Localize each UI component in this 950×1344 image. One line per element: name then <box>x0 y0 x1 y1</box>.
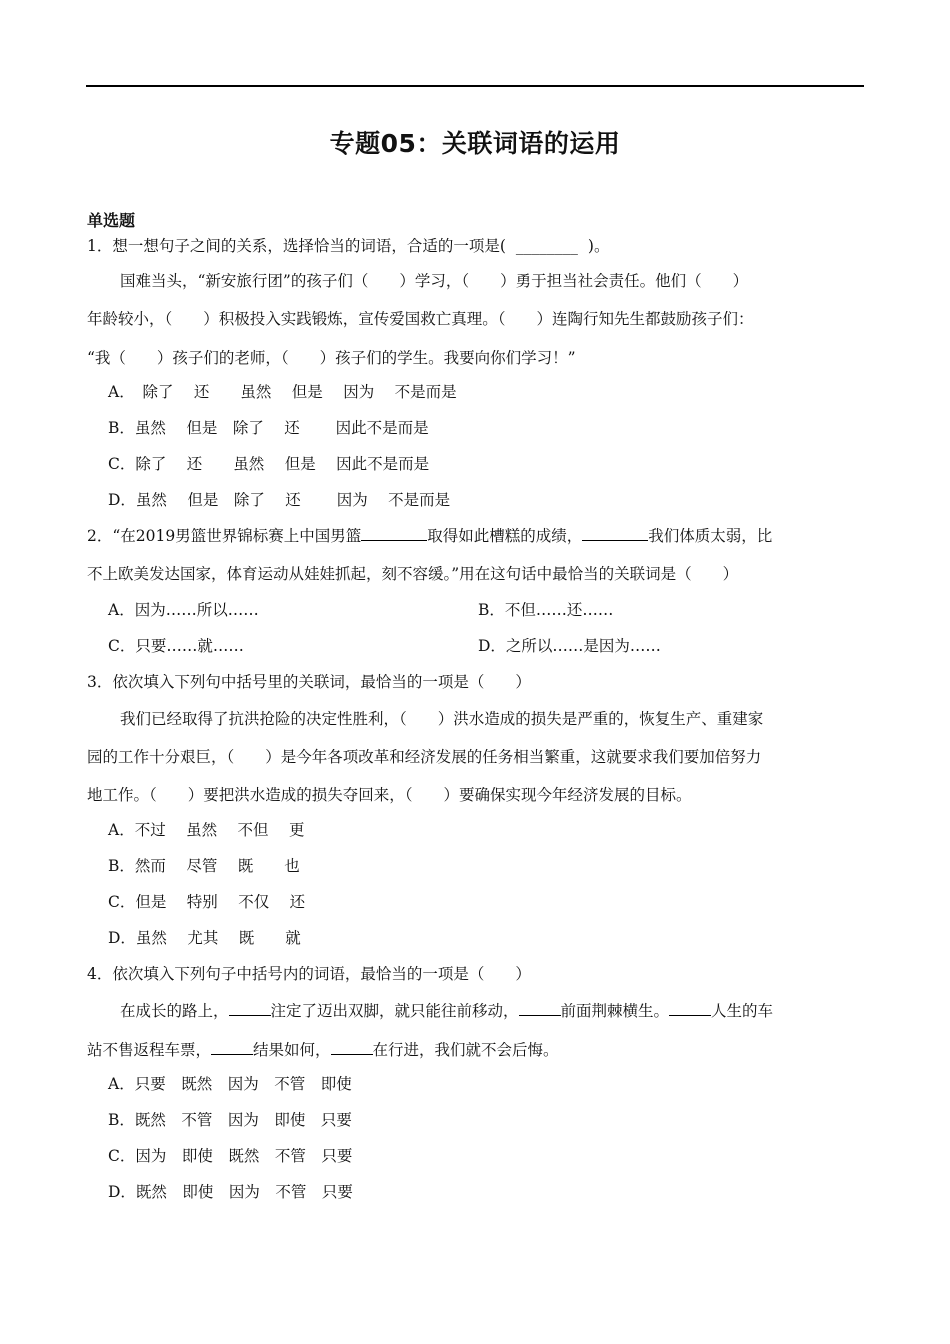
question-4-passage-line: 在成长的路上， 注定了迈出双脚，就只能往前移动， 前面荆棘横生。 人生的车 <box>120 1002 774 1020</box>
question-1-option-c[interactable]: C．除了 还 虽然 但是 因此不是而是 <box>108 455 430 473</box>
question-3-option-b[interactable]: B．然而 尽管 既 也 <box>108 857 300 875</box>
question-4-option-d[interactable]: D．既然 即使 因为 不管 只要 <box>108 1183 353 1201</box>
page-title: 专题05：关联词语的运用 <box>329 129 621 158</box>
question-3-option-a[interactable]: A．不过 虽然 不但 更 <box>108 821 305 839</box>
question-1-option-a[interactable]: A． 除了 还 虽然 但是 因为 不是而是 <box>108 383 457 401</box>
question-2-blank <box>361 526 427 541</box>
question-2-blank <box>582 526 648 541</box>
question-2-stem: 2．“在2019男篮世界锦标赛上中国男篮 取得如此槽糕的成绩， 我们体质太弱，比 <box>87 527 773 545</box>
question-3-stem: 3．依次填入下列句中括号里的关联词，最恰当的一项是（ ） <box>87 673 531 691</box>
question-3-passage-line: 地工作。（ ）要把洪水造成的损失夺回来，（ ）要确保实现今年经济发展的目标。 <box>87 786 692 804</box>
question-4-blank <box>519 1001 561 1016</box>
question-1-blank: ________ <box>515 237 578 255</box>
question-4-passage-line: 站不售返程车票， 结果如何， 在行进，我们就不会后悔。 <box>87 1041 559 1059</box>
question-4-blank <box>669 1001 711 1016</box>
question-1-passage-line: 年龄较小，（ ）积极投入实践锻炼，宣传爱国救亡真理。（ ）连陶行知先生都鼓励孩子们： <box>87 310 754 328</box>
header-rule <box>86 85 864 87</box>
question-4-blank <box>229 1001 271 1016</box>
question-2-option-c[interactable]: C．只要……就…… <box>108 637 244 655</box>
question-2-option-b[interactable]: B．不但……还…… <box>478 601 614 619</box>
question-4-option-c[interactable]: C．因为 即使 既然 不管 只要 <box>108 1147 353 1165</box>
question-2-option-a[interactable]: A．因为……所以…… <box>108 601 259 619</box>
question-1-option-d[interactable]: D．虽然 但是 除了 还 因为 不是而是 <box>108 491 451 509</box>
question-1-passage-line: “我（ ）孩子们的老师，（ ）孩子们的学生。我要向你们学习！” <box>87 349 576 367</box>
question-1-stem: 1．想一想句子之间的关系，选择恰当的词语，合适的一项是( ________ )。 <box>87 237 610 255</box>
question-2-option-d[interactable]: D．之所以……是因为…… <box>478 637 661 655</box>
question-4-blank <box>331 1040 373 1055</box>
question-4-option-a[interactable]: A．只要 既然 因为 不管 即使 <box>108 1075 352 1093</box>
question-4-option-b[interactable]: B．既然 不管 因为 即使 只要 <box>108 1111 352 1129</box>
question-3-passage-line: 园的工作十分艰巨，（ ）是今年各项改革和经济发展的任务相当繁重，这就要求我们要加倍努力 <box>87 748 762 766</box>
question-3-passage-line: 我们已经取得了抗洪抢险的决定性胜利，（ ）洪水造成的损失是严重的，恢复生产、重建家 <box>120 710 764 728</box>
question-4-stem: 4．依次填入下列句子中括号内的词语，最恰当的一项是（ ） <box>87 965 531 983</box>
question-3-option-d[interactable]: D．虽然 尤其 既 就 <box>108 929 301 947</box>
question-2-stem-line: 不上欧美发达国家，体育运动从娃娃抓起，刻不容缓。”用在这句话中最恰当的关联词是（ ） <box>87 565 739 583</box>
section-heading: 单选题 <box>87 211 136 230</box>
question-4-blank <box>211 1040 253 1055</box>
question-1-passage-line: 国难当头，“新安旅行团”的孩子们（ ）学习，（ ）勇于担当社会责任。他们（ ） <box>120 272 749 290</box>
question-1-option-b[interactable]: B．虽然 但是 除了 还 因此不是而是 <box>108 419 429 437</box>
question-3-option-c[interactable]: C．但是 特别 不仅 还 <box>108 893 306 911</box>
